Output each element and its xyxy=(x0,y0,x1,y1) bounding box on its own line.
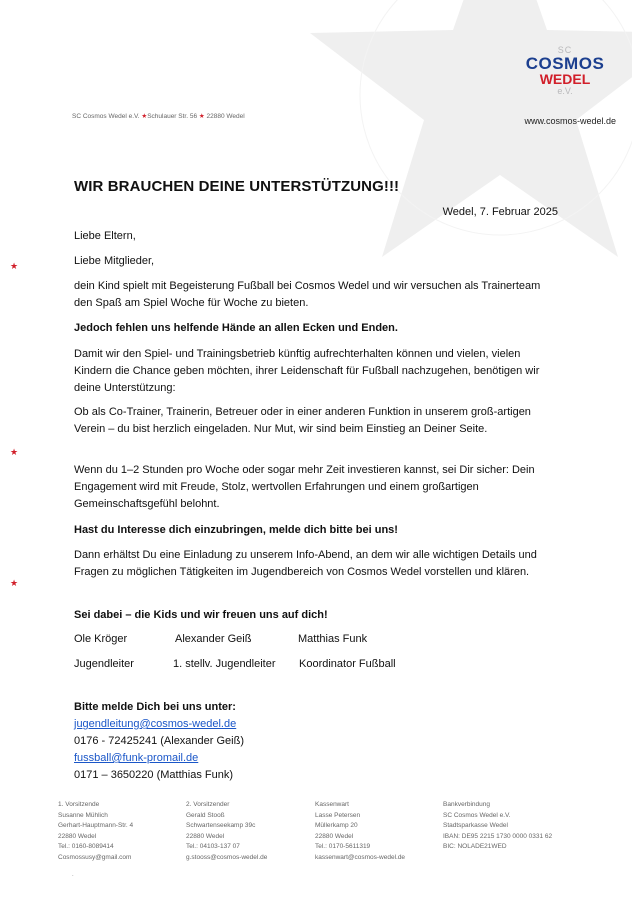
paragraph-intro: dein Kind spielt mit Begeisterung Fußball bei Cosmos Wedel und wir versuchen als Trainerteam den Spaß am Spiel Woche für Woche zu bieten. xyxy=(74,280,541,309)
footer-line: Gerhart-Hauptmann-Str. 4 xyxy=(58,822,134,829)
paragraph-closing: Sei dabei – die Kids und wir freuen uns auf dich! xyxy=(74,609,328,621)
footer-dot: . xyxy=(72,872,74,878)
letter-title: WIR BRAUCHEN DEINE UNTERSTÜTZUNG!!! xyxy=(74,178,400,195)
sender-street: Schulauer Str. 56 xyxy=(147,113,198,120)
footer-chair xyxy=(58,800,133,863)
greeting-members: Liebe Mitglieder, xyxy=(74,255,155,267)
footer-line: SC Cosmos Wedel e.V. xyxy=(443,811,511,819)
logo-sc: SC xyxy=(557,45,573,55)
paragraph-info-evening: Dann erhältst Du eine Einladung zu unserem Info-Abend, an dem wir alle wichtigen Details und Fragen zu möglichen Tätigkeiten im Jugendbereich von Cosmos Wedel vorstellen und klären. xyxy=(74,549,537,578)
footer-line: Tel.: 04103-137 07 xyxy=(186,843,240,850)
signature-name: Ole Kröger xyxy=(74,633,128,645)
footer-line: Müllerkamp 20 xyxy=(315,822,358,829)
footer-line: Tel.: 0170-5611319 xyxy=(315,843,371,850)
footer-line: 1. Vorsitzende xyxy=(58,801,100,808)
margin-star-icon: ★ xyxy=(10,447,19,457)
footer-treasurer xyxy=(315,800,405,863)
paragraph-engagement: Wenn du 1–2 Stunden pro Woche oder sogar mehr Zeit investieren kannst, sei Dir sicher: Dein Engagement wird mit Freude, Stolz, wertvollen Erfahrungen und einem großartigen Gemeinschaftsgefühl belohnt. xyxy=(74,464,535,510)
email-link-jugendleitung[interactable]: jugendleitung@cosmos-wedel.de xyxy=(74,718,237,730)
letter-date: Wedel, 7. Februar 2025 xyxy=(442,206,558,218)
signature-role: 1. stellv. Jugendleiter xyxy=(173,658,276,670)
logo-wedel: WEDEL xyxy=(539,71,591,87)
footer-line: Kassenwart xyxy=(315,801,349,808)
footer-vice-chair xyxy=(186,800,267,863)
footer-line: Tel.: 0160-8089414 xyxy=(58,843,114,850)
margin-star-icon: ★ xyxy=(10,261,19,271)
footer-line: 22880 Wedel xyxy=(58,832,97,840)
footer-line: 22880 Wedel xyxy=(186,832,225,840)
logo-ev: e.V. xyxy=(557,86,573,96)
footer-line: BIC: NOLADE21WED xyxy=(443,843,507,850)
footer-line: Lasse Petersen xyxy=(315,811,361,819)
greeting-parents: Liebe Eltern, xyxy=(74,230,136,242)
footer-line: IBAN: DE95 2215 1730 0000 0331 62 xyxy=(443,832,553,840)
star-icon: ★ xyxy=(198,113,205,120)
paragraph-interest: Hast du Interesse dich einzubringen, melde dich bitte bei uns! xyxy=(74,524,398,536)
footer-line: Susanne Mühlich xyxy=(58,811,108,819)
logo-cosmos: COSMOS xyxy=(525,54,605,73)
paragraph-roles: Ob als Co-Trainer, Trainerin, Betreuer oder in einer anderen Funktion in unserem groß-artigen Verein – du bist herzlich eingeladen. Nur Mut, wir sind beim Einstieg an Deiner Seite. xyxy=(74,406,531,435)
sender-name: SC Cosmos Wedel e.V. xyxy=(72,113,140,120)
footer-line: Stadtsparkasse Wedel xyxy=(443,822,508,829)
phone-matthias: 0171 – 3650220 (Matthias Funk) xyxy=(74,769,233,781)
phone-alexander: 0176 - 72425241 (Alexander Geiß) xyxy=(74,735,244,747)
footer-bank xyxy=(443,800,552,853)
signature-name: Matthias Funk xyxy=(298,633,368,645)
margin-star-icon: ★ xyxy=(10,578,19,588)
paragraph-support: Damit wir den Spiel- und Trainingsbetrieb künftig aufrechterhalten können und vielen, vielen Kindern die Chance geben möchten, ihrer Leidenschaft für Fußball nachzugehen, benötigen wir deine Unterstützung: xyxy=(74,348,540,394)
signature-role: Koordinator Fußball xyxy=(299,658,396,670)
footer-line: Bankverbindung xyxy=(443,801,490,808)
footer-line: kassenwart@cosmos-wedel.de xyxy=(315,853,406,861)
contact-heading: Bitte melde Dich bei uns unter: xyxy=(74,701,236,713)
footer-line: 2. Vorsitzender xyxy=(186,801,230,808)
signature-name: Alexander Geiß xyxy=(175,633,252,645)
sender-city: 22880 Wedel xyxy=(206,113,245,120)
signature-role: Jugendleiter xyxy=(74,658,134,670)
sender-address xyxy=(72,112,245,120)
footer-line: Cosmossusy@gmail.com xyxy=(58,853,132,861)
footer-line: Gerald Stooß xyxy=(186,811,225,819)
paragraph-need-help: Jedoch fehlen uns helfende Hände an allen Ecken und Enden. xyxy=(74,322,398,334)
footer-line: 22880 Wedel xyxy=(315,832,354,840)
footer-line: Schwartenseekamp 39c xyxy=(186,822,256,829)
email-link-fussball[interactable]: fussball@funk-promail.de xyxy=(74,752,199,764)
website-url: www.cosmos-wedel.de xyxy=(524,116,616,126)
club-logo xyxy=(515,45,615,96)
footer-line: g.stooss@cosmos-wedel.de xyxy=(186,853,268,861)
star-icon: ★ xyxy=(141,113,148,120)
